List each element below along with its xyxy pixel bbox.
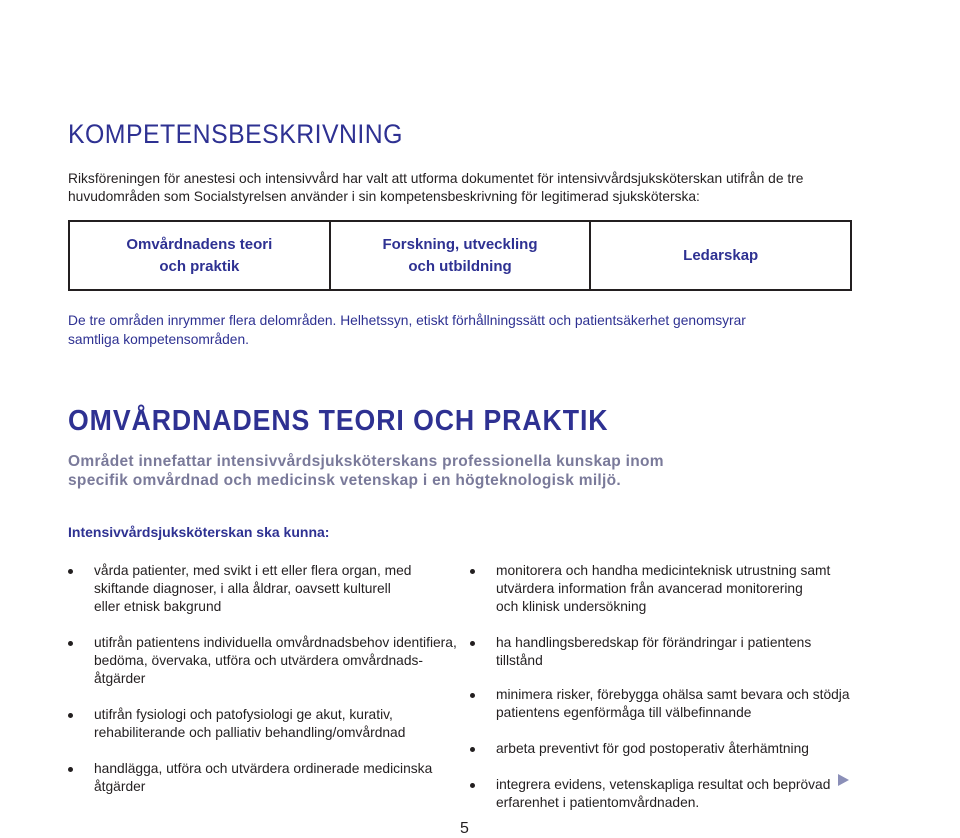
list-item-text: arbeta preventivt för god postoperativ återhämtning	[496, 741, 809, 756]
list-item	[68, 562, 458, 616]
bullet-icon	[470, 693, 475, 698]
list-item	[68, 706, 458, 742]
area-leadership	[589, 222, 850, 289]
competence-heading: Intensivvårdsjuksköterskan ska kunna:	[68, 524, 330, 540]
list-item	[68, 760, 458, 796]
page-number: 5	[460, 820, 469, 837]
bullet-icon	[68, 767, 73, 772]
area-label: Ledarskap	[683, 246, 759, 264]
page-title: KOMPETENSBESKRIVNING	[68, 119, 403, 149]
section-title: OMVÅRDNADENS TEORI OCH PRAKTIK	[68, 405, 609, 437]
competence-list-left	[68, 562, 458, 796]
bullet-icon	[470, 569, 475, 574]
area-label: Omvårdnadens teori och praktik	[126, 235, 273, 275]
list-item	[470, 634, 850, 670]
list-item-text: utifrån fysiologi och patofysiologi ge akut, kurativ, rehabiliterande och palliativ behandling/omvårdnad	[94, 707, 406, 740]
list-item	[470, 686, 850, 722]
area-nursing-theory-practice	[70, 222, 329, 289]
bullet-icon	[68, 713, 73, 718]
list-item	[470, 776, 850, 812]
list-item-text: utifrån patientens individuella omvårdnadsbehov identifiera, bedöma, övervaka, utföra och utvärdera omvårdnads- åtgärder	[94, 635, 457, 686]
intro-paragraph: Riksföreningen för anestesi och intensivvård har valt att utforma dokumentet för intensivvårdsjuksköterskan utifrån de tre huvudområden som Socialstyrelsen använder i sin kompetensbeskrivning för legitimerad sjuksköterska:	[68, 171, 804, 204]
area-research-development-education	[329, 222, 590, 289]
list-item-text: integrera evidens, vetenskapliga resultat och beprövad erfarenhet i patientomvårdnaden.	[496, 777, 831, 810]
areas-note: De tre områden inrymmer flera delområden. Helhetssyn, etiskt förhållningssätt och patientsäkerhet genomsyrar samtliga kompetensområden.	[68, 313, 746, 347]
list-item-text: minimera risker, förebygga ohälsa samt bevara och stödja patientens egenförmåga till välbefinnande	[496, 687, 850, 720]
bullet-icon	[470, 747, 475, 752]
list-item	[68, 634, 458, 688]
bullet-icon	[470, 641, 475, 646]
section-lead: Området innefattar intensivvårdsjuksköterskans professionella kunskap inom specifik omvårdnad och medicinsk vetenskap i en högteknologisk miljö.	[68, 453, 664, 489]
list-item-text: monitorera och handha medicinteknisk utrustning samt utvärdera information från avancerad monitorering och klinisk undersökning	[496, 563, 831, 614]
list-item-text: handlägga, utföra och utvärdera ordinerade medicinska åtgärder	[94, 761, 433, 794]
list-item	[470, 562, 850, 616]
bullet-icon	[68, 569, 73, 574]
list-item	[470, 740, 850, 758]
list-item-text: ha handlingsberedskap för förändringar i patientens tillstånd	[496, 635, 812, 668]
area-label: Forskning, utveckling och utbildning	[382, 235, 538, 275]
list-item-text: vårda patienter, med svikt i ett eller flera organ, med skiftande diagnoser, i alla åldrar, oavsett kulturell eller etnisk bakgrund	[94, 563, 412, 614]
triangle-right-icon[interactable]	[838, 774, 849, 786]
bullet-icon	[470, 783, 475, 788]
bullet-icon	[68, 641, 73, 646]
competence-list-right	[470, 562, 850, 812]
competence-areas-table	[68, 220, 852, 291]
